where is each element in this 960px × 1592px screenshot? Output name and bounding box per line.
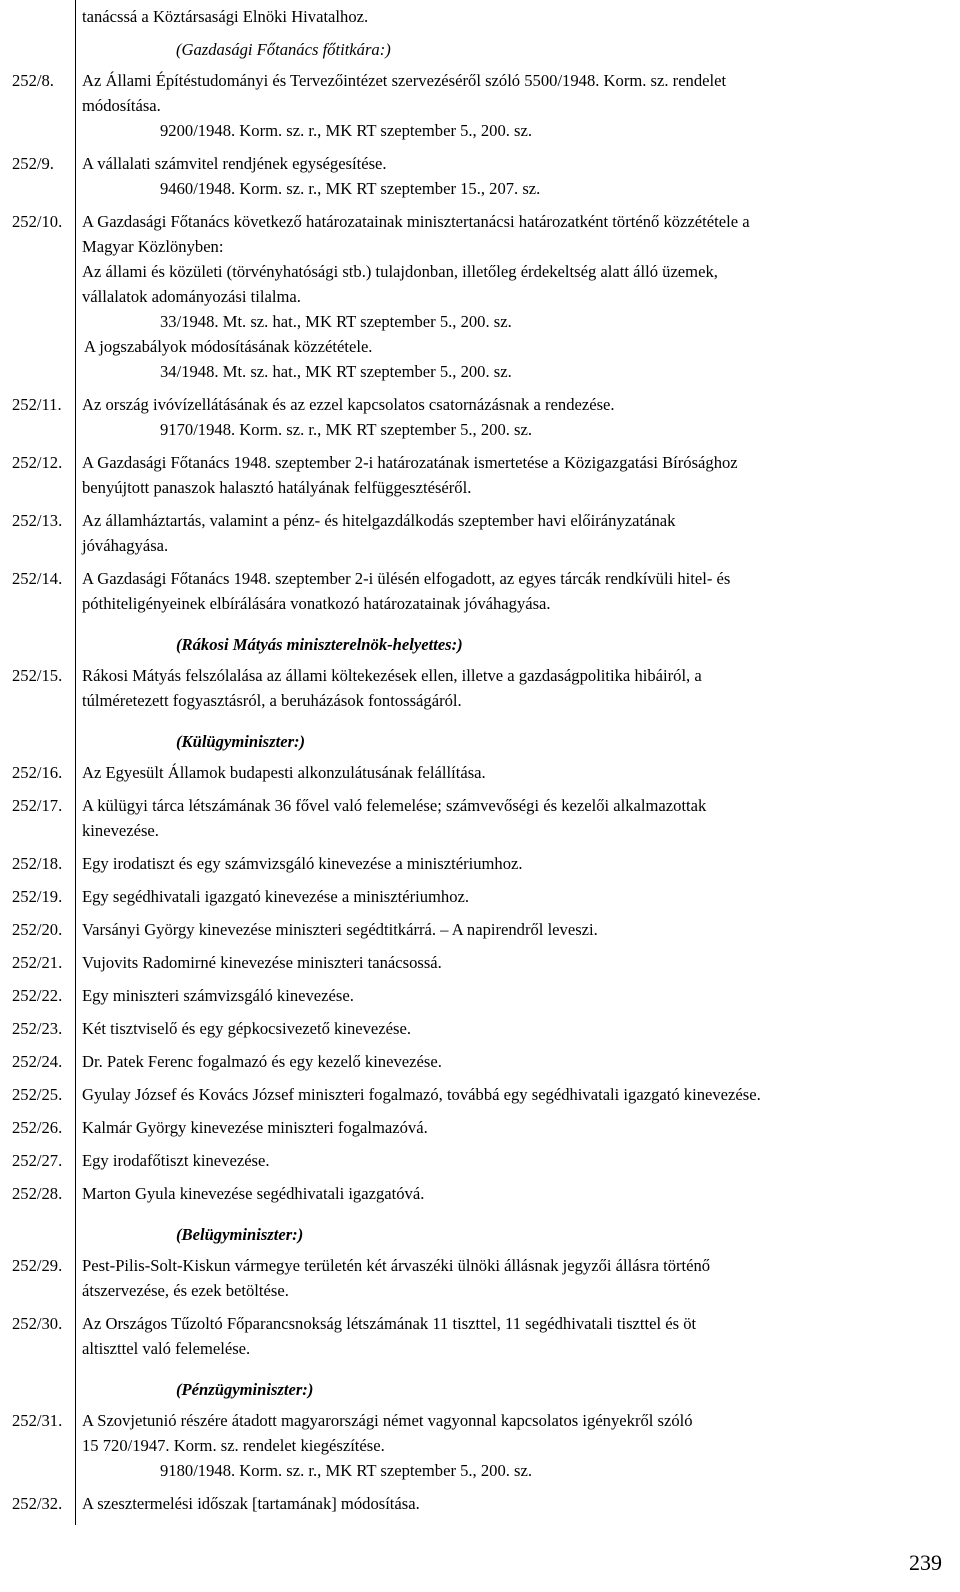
item-line: Dr. Patek Ferenc fogalmazó és egy kezelő kinevezése.	[82, 1052, 442, 1071]
agenda-item	[0, 151, 955, 201]
agenda-item	[0, 793, 955, 843]
agenda-item	[0, 566, 955, 616]
item-line: Varsányi György kinevezése miniszteri segédtitkárrá. – A napirendről leveszi.	[82, 920, 598, 939]
item-line: A Gazdasági Főtanács következő határozatainak minisztertanácsi határozatként történő közzététele a	[82, 212, 750, 231]
item-number: 252/22.	[12, 986, 63, 1005]
item-line: Az Egyesült Államok budapesti alkonzulátusának felállítása.	[82, 763, 486, 782]
item-line: Az Állami Építéstudományi és Tervezőintézet szervezéséről szóló 5500/1948. Korm. sz. rendelet	[82, 71, 727, 90]
item-text	[82, 884, 955, 909]
item-number: 252/25.	[12, 1085, 63, 1104]
item-number: 252/27.	[12, 1151, 63, 1170]
item-line: Egy irodafőtiszt kinevezése.	[82, 1151, 270, 1170]
agenda-item	[0, 1049, 955, 1074]
item-number: 252/20.	[12, 920, 63, 939]
item-line: Marton Gyula kinevezése segédhivatali igazgatóvá.	[82, 1184, 425, 1203]
agenda-item	[0, 983, 955, 1008]
item-text	[82, 1491, 955, 1516]
item-number: 252/26.	[12, 1118, 63, 1137]
item-number: 252/28.	[12, 1184, 63, 1203]
item-line: Pest-Pilis-Solt-Kiskun vármegye területén két árvaszéki ülnöki állásnak jegyzői állásra történő	[82, 1256, 711, 1275]
item-number: 252/11.	[12, 395, 62, 414]
legal-reference: 9460/1948. Korm. sz. r., MK RT szeptember 15., 207. sz.	[160, 179, 541, 198]
agenda-item	[0, 1408, 955, 1483]
item-line: átszervezése, és ezek betöltése.	[82, 1281, 289, 1300]
item-line: túlméretezett fogyasztásról, a beruházások fontosságáról.	[82, 691, 462, 710]
page-number: 239	[909, 1550, 942, 1575]
legal-reference: 9200/1948. Korm. sz. r., MK RT szeptember 5., 200. sz.	[160, 121, 533, 140]
item-text	[82, 1253, 955, 1303]
item-text	[82, 983, 955, 1008]
item-text	[82, 508, 955, 558]
item-number: 252/32.	[12, 1494, 63, 1513]
item-line: Az Országos Tűzoltó Főparancsnokság létszámának 11 tiszttel, 11 segédhivatali tiszttel és öt	[82, 1314, 697, 1333]
section-heading: (Pénzügyminiszter:)	[176, 1380, 314, 1399]
item-number: 252/12.	[12, 453, 63, 472]
item-text	[82, 1016, 955, 1041]
item-text	[82, 1049, 955, 1074]
item-text	[82, 760, 955, 785]
agenda-item	[0, 1082, 955, 1107]
item-line: Az állami és közületi (törvényhatósági stb.) tulajdonban, illetőleg érdekeltség alatt álló üzemek,	[82, 262, 718, 281]
item-number: 252/19.	[12, 887, 63, 906]
item-text	[82, 209, 955, 384]
item-number: 252/31.	[12, 1411, 63, 1430]
agenda-item	[0, 917, 955, 942]
item-text	[82, 151, 955, 201]
item-line: A külügyi tárca létszámának 36 fővel való felemelése; számvevőségi és kezelői alkalmazottak	[82, 796, 707, 815]
item-text	[82, 917, 955, 942]
legal-reference: 34/1948. Mt. sz. hat., MK RT szeptember 5., 200. sz.	[160, 362, 512, 381]
agenda-item	[0, 1148, 955, 1173]
section-heading: (Belügyminiszter:)	[176, 1225, 304, 1244]
item-text	[82, 1148, 955, 1173]
agenda-item	[0, 1181, 955, 1206]
item-text	[82, 1181, 955, 1206]
agenda-item	[0, 68, 955, 143]
item-number: 252/29.	[12, 1256, 63, 1275]
item-number: 252/30.	[12, 1314, 63, 1333]
item-number: 252/17.	[12, 796, 63, 815]
item-line: A Gazdasági Főtanács 1948. szeptember 2-i ülésén elfogadott, az egyes tárcák rendkívüli hitel- és	[82, 569, 731, 588]
item-number: 252/10.	[12, 212, 63, 231]
item-line: jóváhagyása.	[82, 536, 169, 555]
agenda-item	[0, 392, 955, 442]
item-line: Két tisztviselő és egy gépkocsivezető kinevezése.	[82, 1019, 411, 1038]
item-line: Vujovits Radomirné kinevezése miniszteri tanácsossá.	[82, 953, 442, 972]
item-line: altiszttel való felemelése.	[82, 1339, 251, 1358]
item-line: Gyulay József és Kovács József miniszteri fogalmazó, továbbá egy segédhivatali igazgató kinevezése.	[82, 1085, 761, 1104]
item-text	[82, 450, 955, 500]
section-heading: (Külügyminiszter:)	[176, 732, 306, 751]
item-number: 252/24.	[12, 1052, 63, 1071]
legal-reference: 33/1948. Mt. sz. hat., MK RT szeptember 5., 200. sz.	[160, 312, 512, 331]
item-number: 252/14.	[12, 569, 63, 588]
item-line: benyújtott panaszok halasztó hatályának felfüggesztéséről.	[82, 478, 472, 497]
item-line: 15 720/1947. Korm. sz. rendelet kiegészítése.	[82, 1436, 385, 1455]
agenda-item	[0, 950, 955, 975]
item-line: A jogszabályok módosításának közzététele.	[84, 337, 373, 356]
item-line: Egy irodatiszt és egy számvizsgáló kinevezése a minisztériumhoz.	[82, 854, 523, 873]
item-number: 252/16.	[12, 763, 63, 782]
agenda-item	[0, 1491, 955, 1516]
agenda-item	[0, 1253, 955, 1303]
section-heading: (Rákosi Mátyás miniszterelnök-helyettes:)	[176, 635, 463, 654]
agenda-item	[0, 851, 955, 876]
agenda-item	[0, 760, 955, 785]
legal-reference: 9180/1948. Korm. sz. r., MK RT szeptember 5., 200. sz.	[160, 1461, 533, 1480]
item-line: Magyar Közlönyben:	[82, 237, 224, 256]
item-line: póthiteligényeinek elbírálására vonatkozó határozatainak jóváhagyása.	[82, 594, 551, 613]
item-line: módosítása.	[82, 96, 161, 115]
item-text	[82, 663, 955, 713]
agenda-item	[0, 1311, 955, 1361]
item-text	[82, 793, 955, 843]
agenda-item	[0, 663, 955, 713]
agenda-item	[0, 884, 955, 909]
item-number: 252/8.	[12, 71, 54, 90]
item-number: 252/18.	[12, 854, 63, 873]
section-heading: (Gazdasági Főtanács főtitkára:)	[176, 40, 391, 59]
legal-reference: 9170/1948. Korm. sz. r., MK RT szeptember 5., 200. sz.	[160, 420, 533, 439]
item-text	[82, 566, 955, 616]
item-number: 252/13.	[12, 511, 63, 530]
item-line: Az ország ivóvízellátásának és az ezzel kapcsolatos csatornázásnak a rendezése.	[82, 395, 615, 414]
agenda-item	[0, 1115, 955, 1140]
item-line: kinevezése.	[82, 821, 159, 840]
item-text	[82, 392, 955, 442]
item-line: Az államháztartás, valamint a pénz- és hitelgazdálkodás szeptember havi előirányzatának	[82, 511, 676, 530]
item-line: A vállalati számvitel rendjének egységesítése.	[82, 154, 387, 173]
agenda-item	[0, 209, 955, 384]
item-text	[82, 1408, 955, 1483]
item-line: A szesztermelési időszak [tartamának] módosítása.	[82, 1494, 420, 1513]
item-line: Egy miniszteri számvizsgáló kinevezése.	[82, 986, 354, 1005]
document-content	[0, 4, 955, 1524]
item-text	[82, 1082, 955, 1107]
agenda-item	[0, 1016, 955, 1041]
item-line: Egy segédhivatali igazgató kinevezése a minisztériumhoz.	[82, 887, 470, 906]
agenda-item	[0, 450, 955, 500]
item-number: 252/21.	[12, 953, 63, 972]
item-number: 252/9.	[12, 154, 54, 173]
intro-text: tanácssá a Köztársasági Elnöki Hivatalhoz.	[82, 7, 369, 26]
item-text	[82, 1115, 955, 1140]
item-line: vállalatok adományozási tilalma.	[82, 287, 301, 306]
item-number: 252/23.	[12, 1019, 63, 1038]
item-text	[82, 1311, 955, 1361]
item-text	[82, 68, 955, 143]
item-number: 252/15.	[12, 666, 63, 685]
item-line: Kalmár György kinevezése miniszteri fogalmazóvá.	[82, 1118, 428, 1137]
item-text	[82, 950, 955, 975]
item-line: A Szovjetunió részére átadott magyarországi német vagyonnal kapcsolatos igényekről szóló	[82, 1411, 693, 1430]
item-line: A Gazdasági Főtanács 1948. szeptember 2-i határozatának ismertetése a Közigazgatási Bírósághoz	[82, 453, 738, 472]
item-line: Rákosi Mátyás felszólalása az állami költekezések ellen, illetve a gazdaságpolitika hibáiról, a	[82, 666, 702, 685]
item-text	[82, 851, 955, 876]
agenda-item	[0, 508, 955, 558]
